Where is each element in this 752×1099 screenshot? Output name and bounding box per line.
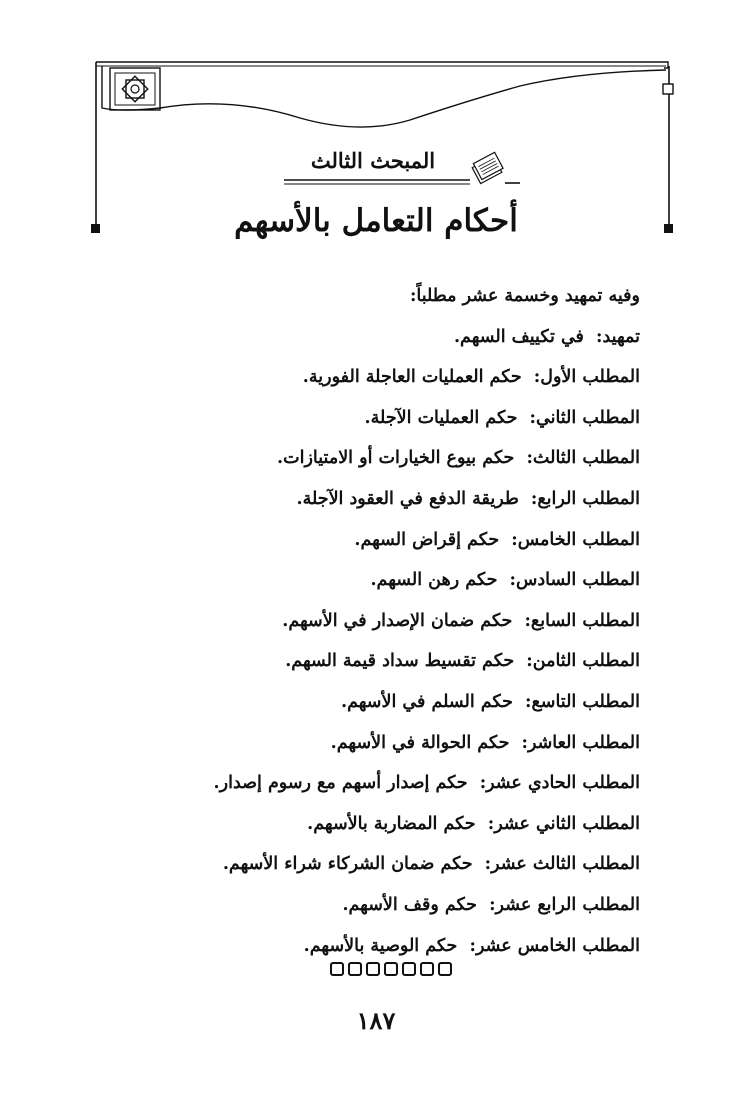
outline-item-text: حكم ضمان الإصدار في الأسهم.: [282, 610, 513, 631]
outline-item-label: المطلب الرابع عشر:: [489, 894, 640, 915]
outline-item-text: حكم العمليات الآجلة.: [364, 407, 518, 428]
outline-item-text: طريقة الدفع في العقود الآجلة.: [296, 488, 519, 509]
end-mark-icon: [348, 962, 362, 976]
outline-item-text: حكم المضاربة بالأسهم.: [307, 813, 476, 834]
end-mark-icon: [402, 962, 416, 976]
papers-icon: [471, 152, 505, 183]
end-mark-icon: [330, 962, 344, 976]
outline-item-label: المطلب الثاني عشر:: [487, 813, 640, 834]
outline-item: [80, 479, 640, 520]
chapter-outline: [80, 276, 640, 966]
outline-item-text: حكم العمليات العاجلة الفورية.: [302, 367, 522, 388]
outline-item-text: حكم السلم في الأسهم.: [341, 691, 513, 712]
outline-item-label: المطلب السادس:: [509, 570, 640, 591]
outline-item-text: حكم إصدار أسهم مع رسوم إصدار.: [213, 773, 468, 794]
outline-item-text: حكم إقراض السهم.: [354, 529, 500, 550]
outline-item-text: حكم ضمان الشركاء شراء الأسهم.: [222, 854, 473, 875]
outline-item: [80, 885, 640, 926]
outline-item-label: المطلب الثامن:: [526, 651, 640, 672]
outline-item-text: حكم رهن السهم.: [370, 570, 498, 591]
outline-item: [80, 763, 640, 804]
outline-item-label: المطلب الحادي عشر:: [479, 773, 640, 794]
outline-item: [80, 398, 640, 439]
outline-item-label: المطلب العاشر:: [521, 732, 640, 753]
outline-item-text: حكم تقسيط سداد قيمة السهم.: [285, 651, 515, 672]
page-number: ١٨٧: [356, 1006, 396, 1035]
outline-item-label: المطلب الخامس عشر:: [469, 935, 640, 956]
end-marks: [330, 962, 452, 976]
outline-item-label: المطلب الرابع:: [530, 488, 640, 509]
outline-item-label: المطلب الخامس:: [511, 529, 640, 550]
outline-item-text: حكم الوصية بالأسهم.: [303, 935, 458, 956]
outline-item: [80, 438, 640, 479]
chapter-title: أحكام التعامل بالأسهم: [234, 203, 518, 239]
outline-item-text: في تكييف السهم.: [453, 326, 584, 347]
outline-item-label: المطلب التاسع:: [525, 691, 640, 712]
end-mark-icon: [366, 962, 380, 976]
outline-item-text: حكم بيوع الخيارات أو الامتيازات.: [277, 448, 515, 469]
outline-item: [80, 601, 640, 642]
outline-item: [80, 926, 640, 967]
outline-item-label: المطلب السابع:: [524, 610, 640, 631]
outline-item: [80, 357, 640, 398]
outline-item-label: المطلب الثاني:: [529, 407, 640, 428]
outline-item: [80, 804, 640, 845]
outline-item: [80, 520, 640, 561]
outline-item: [80, 844, 640, 885]
outline-item: [80, 560, 640, 601]
outline-item-label: المطلب الأول:: [533, 367, 640, 388]
outline-item: [80, 682, 640, 723]
outline-item-label: المطلب الثالث عشر:: [484, 854, 640, 875]
outline-item: [80, 317, 640, 358]
outline-item: [80, 723, 640, 764]
section-label: المبحث الثالث: [310, 148, 436, 173]
end-mark-icon: [420, 962, 434, 976]
star-ornament-icon: [122, 76, 147, 101]
outline-item-text: حكم الحوالة في الأسهم.: [330, 732, 510, 753]
end-mark-icon: [384, 962, 398, 976]
end-mark-icon: [438, 962, 452, 976]
outline-item-label: تمهيد:: [596, 326, 640, 347]
outline-item-label: المطلب الثالث:: [526, 448, 640, 469]
outline-item-text: حكم وقف الأسهم.: [342, 894, 477, 915]
intro-line: وفيه تمهيد وخسمة عشر مطلباً:: [409, 286, 640, 306]
outline-item: [80, 641, 640, 682]
